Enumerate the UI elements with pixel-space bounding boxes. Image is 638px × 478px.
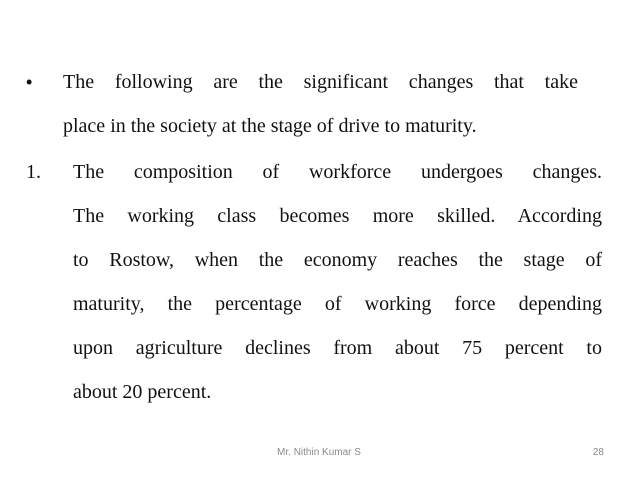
footer-author: Mr. Nithin Kumar S <box>277 447 361 458</box>
item-line-4: maturity, the percentage of working force depending <box>73 293 602 315</box>
bullet-line-1: The following are the significant changes that take <box>63 71 578 93</box>
bullet-text <box>63 60 578 148</box>
bullet-icon: • <box>26 72 33 92</box>
item-line-2: The working class becomes more skilled. According <box>73 205 602 227</box>
item-line-5: upon agriculture declines from about 75 percent to <box>73 337 602 359</box>
bullet-line-2: place in the society at the stage of drive to maturity. <box>63 115 477 137</box>
item-text <box>73 150 602 414</box>
item-line-6: about 20 percent. <box>73 381 212 403</box>
footer-page-number: 28 <box>592 447 604 458</box>
item-line-1: The composition of workforce undergoes changes. <box>73 161 602 183</box>
item-number: 1. <box>26 161 41 183</box>
item-line-3: to Rostow, when the economy reaches the stage of <box>73 249 602 271</box>
